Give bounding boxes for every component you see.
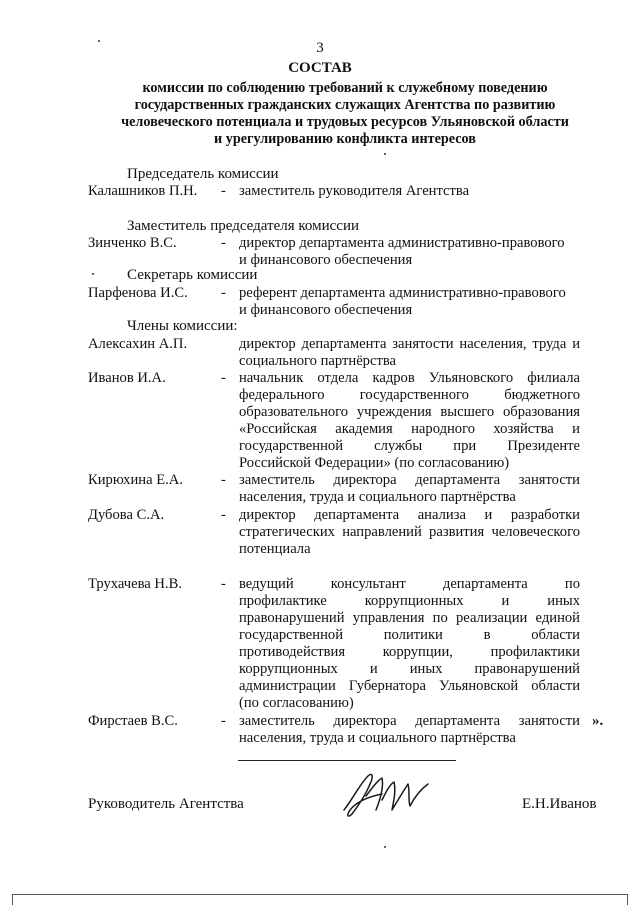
- subtitle-line: государственных гражданских служащих Агентства по развитию: [134, 97, 556, 113]
- dash-separator: -: [221, 713, 226, 729]
- page-number: 3: [316, 40, 324, 56]
- member-name: Дубова С.А.: [88, 507, 165, 523]
- scan-speck: [384, 846, 386, 848]
- subtitle-line: человеческого потенциала и трудовых ресурсов Ульяновской области: [121, 114, 569, 130]
- member-name: Калашников П.Н.: [88, 183, 198, 199]
- signatory-name: Е.Н.Иванов: [522, 796, 597, 812]
- subtitle-line: и урегулированию конфликта интересов: [214, 131, 476, 147]
- document-subtitle: [100, 80, 590, 148]
- member-name: Трухачева Н.В.: [88, 576, 182, 592]
- document-title: СОСТАВ: [288, 60, 352, 76]
- role-heading-secretary: Секретарь комиссии: [127, 267, 258, 283]
- page-frame-line: [12, 894, 628, 895]
- dash-separator: -: [221, 370, 226, 386]
- separator-line: [238, 760, 456, 761]
- member-position: директор департамента анализа и разработки стратегических направлений развития человеческого потенциала: [239, 507, 580, 557]
- member-position: начальник отдела кадров Ульяновского филиала федерального государственного бюджетного образовательного учреждения высшего образования «Российская академия народного хозяйства и государственной службы при Президенте Российской Федерации» (по согласованию): [239, 370, 580, 471]
- dash-separator: -: [221, 235, 226, 251]
- role-heading-deputy: Заместитель председателя комиссии: [127, 218, 360, 234]
- member-name: Зинченко В.С.: [88, 235, 177, 251]
- page-frame-edge: [12, 894, 13, 905]
- subtitle-line: комиссии по соблюдению требований к служебному поведению: [142, 80, 548, 96]
- scan-speck: [92, 273, 94, 275]
- handwritten-signature: [338, 770, 438, 822]
- dash-separator: -: [221, 507, 226, 523]
- page-frame-edge: [627, 894, 628, 905]
- dash-separator: -: [221, 472, 226, 488]
- member-position: ведущий консультант департамента по профилактике коррупционных и иных правонарушений управления по реализации единой государственной политики в области противодействия коррупции, профилактики коррупционных и иных правонарушений администрации Губернатора Ульяновской области (по согласованию): [239, 576, 580, 711]
- member-name: Парфенова И.С.: [88, 285, 188, 301]
- dash-separator: -: [221, 285, 226, 301]
- dash-separator: -: [221, 183, 226, 199]
- role-heading-members: Члены комиссии:: [127, 318, 238, 334]
- scan-speck: [98, 40, 100, 42]
- member-position: заместитель руководителя Агентства: [239, 183, 470, 199]
- signatory-title: Руководитель Агентства: [88, 796, 244, 812]
- closing-quote: ».: [592, 713, 604, 729]
- role-heading-chair: Председатель комиссии: [127, 166, 279, 182]
- member-position: директор департамента административно-правового и финансового обеспечения: [239, 235, 565, 268]
- member-position: заместитель директора департамента занятости населения, труда и социального партнёрства: [239, 472, 580, 505]
- member-position: заместитель директора департамента занятости населения, труда и социального партнёрства: [239, 713, 580, 746]
- member-position: референт департамента административно-правового и финансового обеспечения: [239, 285, 566, 318]
- member-position: директор департамента занятости населения, труда и социального партнёрства: [239, 336, 580, 369]
- member-name: Иванов И.А.: [88, 370, 166, 386]
- member-name: Фирстаев В.С.: [88, 713, 178, 729]
- scan-speck: [384, 153, 386, 155]
- member-name: Кирюхина Е.А.: [88, 472, 183, 488]
- dash-separator: -: [221, 576, 226, 592]
- member-name: Алексахин А.П.: [88, 336, 188, 352]
